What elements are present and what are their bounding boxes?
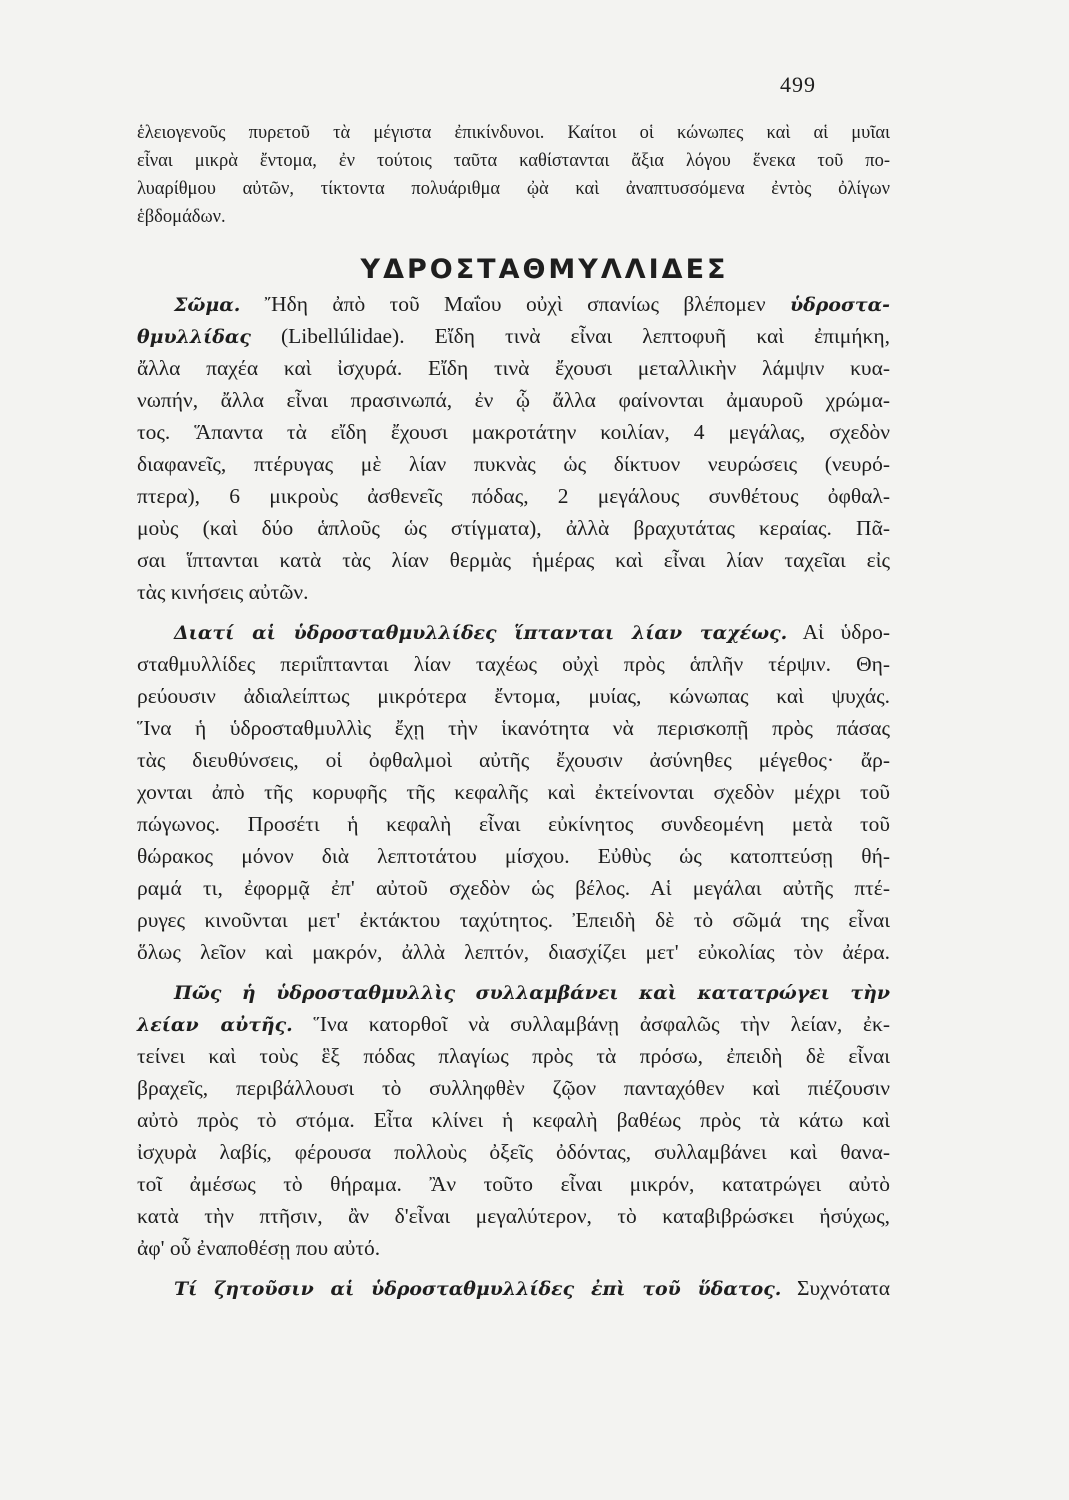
text-segment: ἑλειογενοῦς πυρετοῦ τὰ μέγιστα ἐπικίνδυνοι. Καίτοι οἱ κώνωπες καὶ αἱ μυῖαι — [137, 123, 890, 143]
italic-heading-text: Σῶμα. — [174, 294, 241, 316]
text-segment: Συχνότατα — [781, 1276, 891, 1300]
text-segment: τὰς κινήσεις αὐτῶν. — [137, 580, 309, 604]
text-line — [137, 208, 890, 227]
text-line — [137, 1206, 890, 1228]
text-line — [137, 654, 890, 676]
text-segment: νωπήν, ἄλλα εἶναι πρασινωπά, ἐν ᾧ ἄλλα φαίνονται ἀμαυροῦ χρώμα- — [137, 388, 890, 412]
text-line — [174, 294, 890, 316]
section-title: ΥΔΡΟΣΤΑΘΜΥΛΛΙΔΕΣ — [360, 254, 729, 285]
text-line — [137, 1046, 890, 1068]
page-number: 499 — [780, 72, 816, 97]
text-line — [137, 152, 890, 171]
text-line — [137, 422, 890, 444]
text-segment: σταθμυλλίδες περιΐπτανται λίαν ταχέως οὐχὶ πρὸς ἁπλῆν τέρψιν. Θη- — [137, 652, 890, 676]
text-segment: Αἱ ὑδρο- — [787, 620, 891, 644]
text-line — [137, 582, 890, 604]
text-line — [137, 518, 890, 540]
text-line — [137, 814, 890, 836]
text-segment: πώγωνος. Προσέτι ἡ κεφαλὴ εἶναι εὐκίνητος συνδεομένη μετὰ τοῦ — [137, 812, 890, 836]
text-segment: Ἤδη ἀπὸ τοῦ Μαΐου οὐχὶ σπανίως βλέπομεν — [240, 292, 791, 316]
text-line — [137, 846, 890, 868]
text-line — [137, 124, 890, 143]
text-segment: λυαρίθμου αὐτῶν, τίκτοντα πολυάριθμα ᾠὰ καὶ ἀναπτυσσόμενα ἐντὸς ὀλίγων — [137, 179, 890, 199]
text-line — [137, 942, 890, 964]
text-segment: τοῖ ἀμέσως τὸ θήραμα. Ἂν τοῦτο εἶναι μικρόν, κατατρώγει αὐτὸ — [137, 1172, 890, 1196]
text-line — [137, 390, 890, 412]
text-segment: ἄλλα παχέα καὶ ἰσχυρά. Εἴδη τινὰ ἔχουσι μεταλλικὴν λάμψιν κυα- — [137, 356, 890, 380]
text-line — [137, 550, 890, 572]
text-line — [137, 326, 890, 348]
italic-heading-text: Διατί αἱ ὑδροσταθμυλλίδες ἵπτανται λίαν ταχέως. — [174, 622, 788, 644]
text-line — [137, 1014, 890, 1036]
text-segment: ραμά τι, ἐφορμᾷ ἐπ' αὐτοῦ σχεδὸν ὡς βέλος. Αἱ μεγάλαι αὐτῆς πτέ- — [137, 876, 890, 900]
text-segment: κατὰ τὴν πτῆσιν, ἂν δ'εἶναι μεγαλύτερον, τὸ καταβιβρώσκει ἡσύχως, — [137, 1204, 890, 1228]
text-segment: εἶναι μικρὰ ἔντομα, ἐν τούτοις ταῦτα καθίστανται ἄξια λόγου ἕνεκα τοῦ πο- — [137, 151, 890, 171]
text-line — [174, 982, 890, 1004]
text-line — [137, 686, 890, 708]
italic-heading-text: ὑδροστα- — [790, 294, 890, 316]
text-line — [137, 358, 890, 380]
text-line — [137, 878, 890, 900]
text-line — [137, 1142, 890, 1164]
italic-heading-text: Τί ζητοῦσιν αἱ ὑδροσταθμυλλίδες ἐπὶ τοῦ ὕδατος. — [174, 1278, 782, 1300]
text-line — [137, 718, 890, 740]
text-line — [137, 454, 890, 476]
text-segment: βραχεῖς, περιβάλλουσι τὸ συλληφθὲν ζῷον πανταχόθεν καὶ πιέζουσιν — [137, 1076, 890, 1100]
text-segment: τος. Ἅπαντα τὰ εἴδη ἔχουσι μακροτάτην κοιλίαν, 4 μεγάλας, σχεδὸν — [137, 420, 890, 444]
text-line — [137, 1238, 890, 1260]
text-line — [137, 1174, 890, 1196]
text-line — [174, 622, 890, 644]
text-line — [137, 486, 890, 508]
text-line — [137, 782, 890, 804]
text-segment: τείνει καὶ τοὺς ἓξ πόδας πλαγίως πρὸς τὰ πρόσω, ἐπειδὴ δὲ εἶναι — [137, 1044, 890, 1068]
text-line — [137, 180, 890, 199]
text-segment: Ἵνα ἡ ὑδροσταθμυλλὶς ἔχῃ τὴν ἱκανότητα νὰ περισκοπῇ πρὸς πάσας — [137, 716, 890, 740]
text-segment: πτερα), 6 μικροὺς ἀσθενεῖς πόδας, 2 μεγάλους συνθέτους ὀφθαλ- — [137, 484, 890, 508]
text-segment: θώρακος μόνον διὰ λεπτοτάτου μίσχου. Εὐθὺς ὡς κατοπτεύσῃ θή- — [137, 844, 890, 868]
text-segment: ὅλως λεῖον καὶ μακρόν, ἀλλὰ λεπτόν, διασχίζει μετ' εὐκολίας τὸν ἀέρα. — [137, 940, 890, 964]
text-segment: ἰσχυρὰ λαβίς, φέρουσα πολλοὺς ὀξεῖς ὀδόντας, συλλαμβάνει καὶ θανα- — [137, 1140, 890, 1164]
italic-heading-text: λείαν αὐτῆς. — [137, 1014, 293, 1036]
text-line — [137, 910, 890, 932]
text-line — [137, 750, 890, 772]
italic-heading-text: Πῶς ἡ ὑδροσταθμυλλὶς συλλαμβάνει καὶ κατατρώγει τὴν — [174, 982, 890, 1004]
text-segment: διαφανεῖς, πτέρυγας μὲ λίαν πυκνὰς ὡς δίκτυον νευρώσεις (νευρό- — [137, 452, 890, 476]
text-segment: αὐτὸ πρὸς τὸ στόμα. Εἶτα κλίνει ἡ κεφαλὴ βαθέως πρὸς τὰ κάτω καὶ — [137, 1108, 890, 1132]
text-segment: σαι ἵπτανται κατὰ τὰς λίαν θερμὰς ἡμέρας καὶ εἶναι λίαν ταχεῖαι εἰς — [137, 548, 890, 572]
text-segment: τὰς διευθύνσεις, οἱ ὀφθαλμοὶ αὐτῆς ἔχουσιν ἀσύνηθες μέγεθος· ἄρ- — [137, 748, 890, 772]
text-segment: ρεύουσιν ἀδιαλείπτως μικρότερα ἔντομα, μυίας, κώνωπας καὶ ψυχάς. — [137, 684, 890, 708]
italic-heading-text: θμυλλίδας — [137, 326, 251, 348]
text-segment: (Libellúlidae). Εἴδη τινὰ εἶναι λεπτοφυῆ καὶ ἐπιμήκη, — [250, 324, 890, 348]
text-segment: χονται ἀπὸ τῆς κορυφῆς τῆς κεφαλῆς καὶ ἐκτείνονται σχεδὸν μέχρι τοῦ — [137, 780, 890, 804]
text-segment: ἑβδομάδων. — [137, 207, 226, 227]
text-segment: μοὺς (καὶ δύο ἁπλοῦς ὡς στίγματα), ἀλλὰ βραχυτάτας κεραίας. Πᾶ- — [137, 516, 890, 540]
text-segment: ρυγες κινοῦνται μετ' ἐκτάκτου ταχύτητος. Ἐπειδὴ δὲ τὸ σῶμά της εἶναι — [137, 908, 890, 932]
text-segment: ἀφ' οὗ ἐναποθέσῃ που αὐτό. — [137, 1236, 381, 1260]
text-segment: Ἵνα κατορθοῖ νὰ συλλαμβάνῃ ἀσφαλῶς τὴν λείαν, ἐκ- — [292, 1012, 890, 1036]
text-line — [174, 1278, 890, 1300]
text-line — [137, 1110, 890, 1132]
text-line — [137, 1078, 890, 1100]
